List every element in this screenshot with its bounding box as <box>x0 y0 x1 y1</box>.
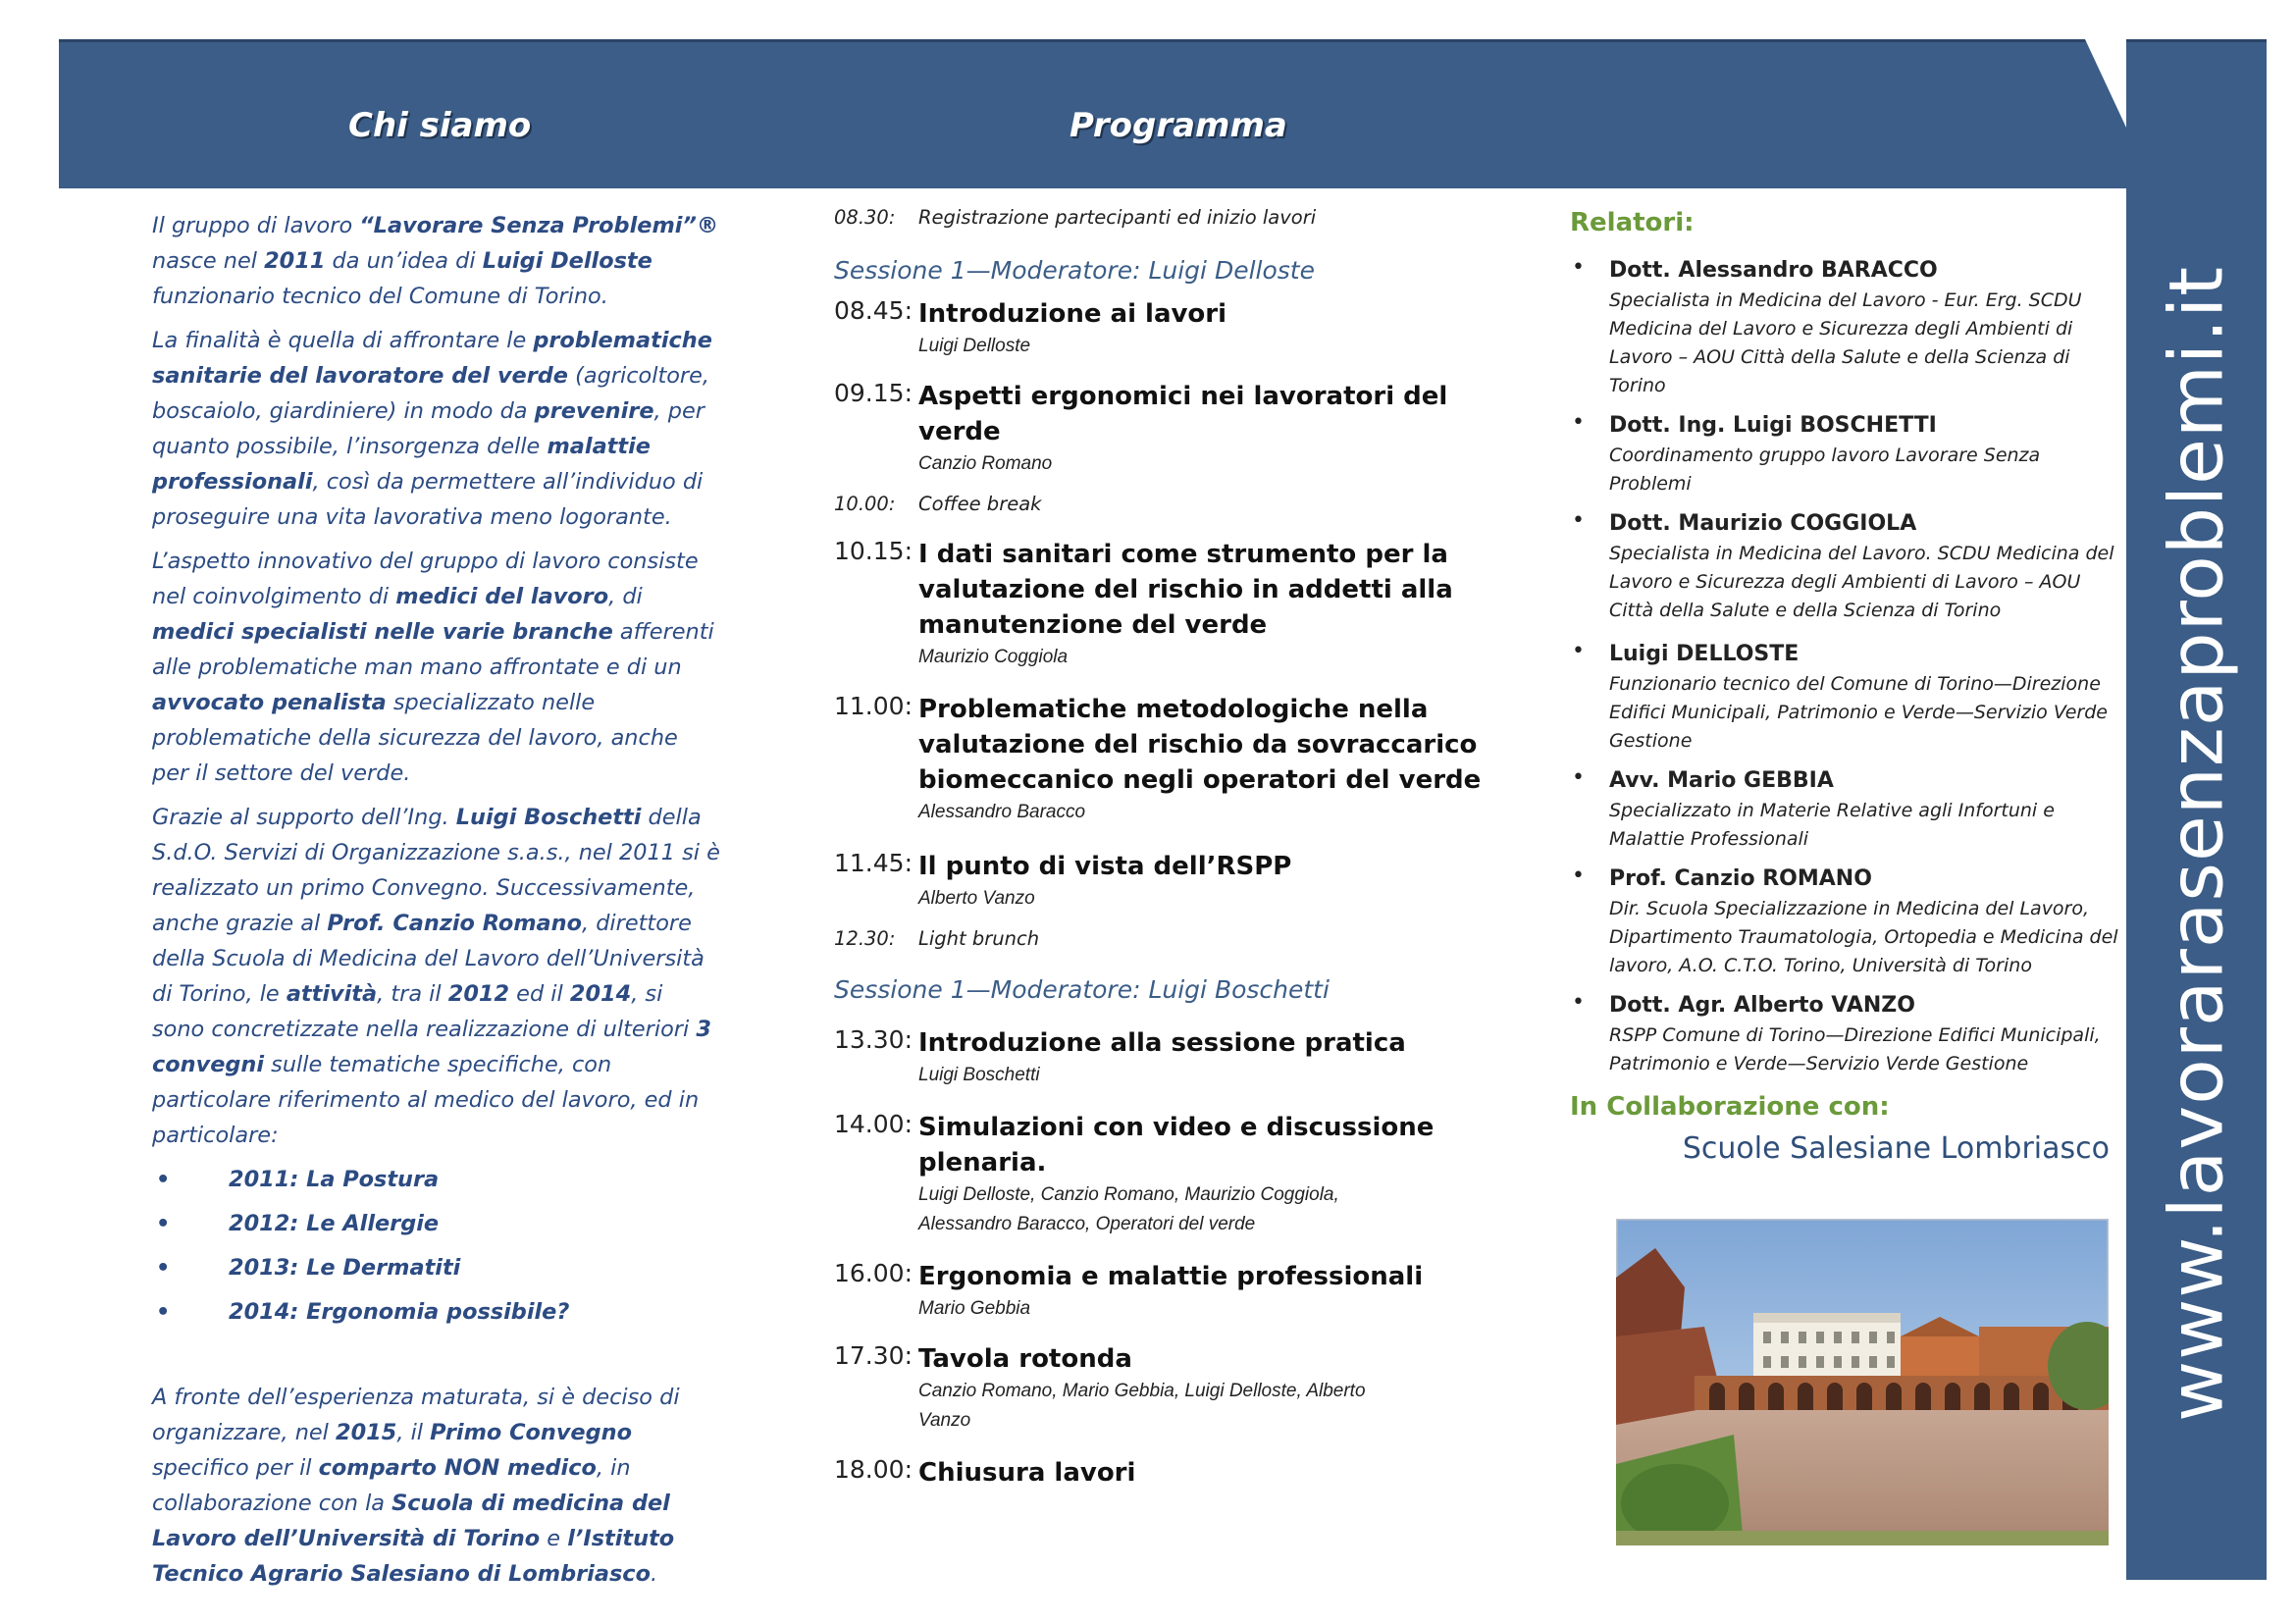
intro-paragraph <box>152 208 721 314</box>
emphasis-text: problematiche sanitarie del lavoratore del verde <box>152 328 712 389</box>
speaker-entry: • Avv. Mario GEBBIA Specializzato in Materie Relative agli Infortuni e Malattie Professionali <box>1570 765 2119 854</box>
emphasis-text: 3 convegni <box>152 1017 711 1077</box>
program-item: 17.30: Tavola rotonda <box>834 1341 1132 1374</box>
speaker-name: Alberto Vanzo <box>918 888 1035 909</box>
body-text: Grazie al supporto dell’Ing. <box>152 805 456 830</box>
conclusion-paragraph <box>152 1380 721 1592</box>
programma-column <box>834 206 1501 1491</box>
body-text: specializzato nelle problematiche della sicurezza del lavoro, anche per il settore del verde. <box>152 690 678 786</box>
body-text: , tra il <box>377 981 448 1007</box>
body-text: della S.d.O. Servizi di Organizzazione s.a.s., nel 2011 si è realizzato un primo Convegno. Successivamente, anche grazie al <box>152 805 720 936</box>
body-text: , in collaborazione con la <box>152 1455 631 1516</box>
body-text: , così da permettere all’individuo di proseguire una vita lavorativa meno logorante. <box>152 469 704 530</box>
body-text: Il gruppo di lavoro <box>152 213 360 238</box>
body-text: ed il <box>509 981 570 1007</box>
body-text: , di <box>608 584 643 609</box>
coffee-break-row: 10.00: Coffee break <box>834 493 1042 515</box>
emphasis-text: Prof. Canzio Romano <box>327 911 582 936</box>
speaker-entry: • Dott. Ing. Luigi BOSCHETTI Coordinamento gruppo lavoro Lavorare Senza Problemi <box>1570 410 2119 498</box>
body-text: , si sono concretizzate nella realizzazione di ulteriori <box>152 981 697 1042</box>
emphasis-text: medici del lavoro <box>395 584 609 609</box>
body-text: , direttore della Scuola di Medicina del Lavoro dell’Università di Torino, le <box>152 911 704 1007</box>
emphasis-text: medici specialisti nelle varie branche <box>152 619 613 645</box>
innovation-paragraph <box>152 544 721 791</box>
emphasis-text: 2011 <box>264 248 326 274</box>
speaker-entry: • Luigi DELLOSTE Funzionario tecnico del Comune di Torino—Direzione Edifici Municipali, Patrimonio e Verde—Servizio Verde Gestione <box>1570 639 2119 756</box>
chi-siamo-column <box>152 208 721 1600</box>
body-text: specifico per il <box>152 1455 319 1481</box>
emphasis-text: prevenire <box>534 398 654 424</box>
body-text: . <box>650 1561 658 1587</box>
body-text: sulle tematiche specifiche, con particolare riferimento al medico del lavoro, ed in particolare: <box>152 1052 700 1148</box>
website-url: www.lavorarasenzaproblemi.it <box>2152 265 2240 1423</box>
body-text: nasce nel <box>152 248 265 274</box>
body-text: , per quanto possibile, l’insorgenza delle <box>152 398 704 459</box>
school-photo <box>1616 1219 2109 1545</box>
body-text: La finalità è quella di affrontare le <box>152 328 534 353</box>
session-1-heading: Sessione 1—Moderatore: Luigi Delloste <box>834 256 1315 285</box>
session-2-heading: Sessione 1—Moderatore: Luigi Boschetti <box>834 975 1330 1004</box>
speaker-name: Luigi Boschetti <box>918 1065 1040 1085</box>
emphasis-text: avvocato penalista <box>152 690 387 715</box>
emphasis-text: l’Istituto Tecnico Agrario Salesiano di Lombriasco <box>152 1526 675 1587</box>
relatori-title: Relatori: <box>1570 208 1695 237</box>
registration-row: 08.30: Registrazione partecipanti ed inizio lavori <box>834 206 1317 229</box>
relatori-column <box>1570 208 2119 1166</box>
speaker-name: Luigi Delloste <box>918 336 1031 356</box>
emphasis-text: Primo Convegno <box>430 1420 632 1445</box>
goal-paragraph <box>152 323 721 535</box>
speaker-entry: • Prof. Canzio ROMANO Dir. Scuola Specializzazione in Medicina del Lavoro, Dipartimento Traumatologia, Ortopedia e Medicina del lavoro, A.O. C.T.O. Torino, Università di Torino <box>1570 864 2119 980</box>
list-item: • 2011: La Postura <box>152 1162 721 1206</box>
collaboration-name: Scuole Salesiane Lombriasco <box>1682 1131 2110 1166</box>
emphasis-text: attività <box>286 981 378 1007</box>
emphasis-text: malattie professionali <box>152 434 651 495</box>
program-item: 16.00: Ergonomia e malattie professionali <box>834 1259 1424 1291</box>
speaker-name: Canzio Romano, Mario Gebbia, Luigi Delloste, Alberto Vanzo <box>918 1381 1366 1431</box>
emphasis-text: Luigi Boschetti <box>455 805 642 830</box>
program-item: 10.15: I dati sanitari come strumento per la valutazione del rischio in addetti alla manutenzione del verde <box>834 537 1453 640</box>
program-item: 11.00: Problematiche metodologiche nella valutazione del rischio da sovraccarico biomeccanico negli operatori del verde <box>834 692 1482 795</box>
speaker-name: Maurizio Coggiola <box>918 647 1069 667</box>
body-text: afferenti alle problematiche man mano affrontate e di un <box>152 619 714 680</box>
chi-siamo-heading: Chi siamo <box>348 106 532 145</box>
emphasis-text: 2012 <box>447 981 510 1007</box>
body-text: , il <box>396 1420 431 1445</box>
body-text: da un’idea di <box>325 248 483 274</box>
brunch-row: 12.30: Light brunch <box>834 927 1040 950</box>
programma-heading: Programma <box>1070 106 1287 145</box>
body-text: funzionario tecnico del Comune di Torino. <box>152 284 608 309</box>
speaker-entry: • Dott. Alessandro BARACCO Specialista in Medicina del Lavoro - Eur. Erg. SCDU Medicina del Lavoro e Sicurezza degli Ambienti di Lavoro – AOU Città della Salute e della Scienza di Torino <box>1570 255 2119 400</box>
banner-fold <box>2085 39 2126 128</box>
body-text: (agricoltore, boscaiolo, giardiniere) in modo da <box>152 363 710 424</box>
history-paragraph <box>152 800 721 1153</box>
body-text: e <box>540 1526 568 1551</box>
program-item: 08.45: Introduzione ai lavori <box>834 296 1227 329</box>
emphasis-text: 2014 <box>569 981 632 1007</box>
program-item: 14.00: Simulazioni con video e discussione plenaria. <box>834 1110 1435 1178</box>
school-illustration <box>1616 1219 2109 1545</box>
body-text: A fronte dell’esperienza maturata, si è deciso di organizzare, nel <box>152 1385 680 1445</box>
program-item: 13.30: Introduzione alla sessione pratica <box>834 1025 1406 1058</box>
list-item: • 2014: Ergonomia possibile? <box>152 1294 721 1338</box>
list-item: • 2013: Le Dermatiti <box>152 1250 721 1294</box>
emphasis-text: Scuola di medicina del Lavoro dell’Università di Torino <box>152 1491 670 1551</box>
emphasis-text: Luigi Delloste <box>482 248 652 274</box>
speaker-name: Luigi Delloste, Canzio Romano, Maurizio Coggiola, Alessandro Baracco, Operatori del verde <box>918 1184 1339 1234</box>
program-item: 09.15: Aspetti ergonomici nei lavoratori del verde <box>834 379 1448 446</box>
program-item: 18.00: Chiusura lavori <box>834 1455 1136 1488</box>
emphasis-text: 2015 <box>336 1420 397 1445</box>
speaker-entry: • Dott. Agr. Alberto VANZO RSPP Comune di Torino—Direzione Edifici Municipali, Patrimonio e Verde—Servizio Verde Gestione <box>1570 990 2119 1078</box>
program-item: 11.45: Il punto di vista dell’RSPP <box>834 849 1292 881</box>
speaker-name: Alessandro Baracco <box>918 802 1086 822</box>
emphasis-text: comparto NON medico <box>318 1455 597 1481</box>
speaker-name: Mario Gebbia <box>918 1298 1031 1319</box>
speaker-name: Canzio Romano <box>918 453 1053 474</box>
speaker-entry: • Dott. Maurizio COGGIOLA Specialista in Medicina del Lavoro. SCDU Medicina del Lavoro e Sicurezza degli Ambienti di Lavoro – AOU Città della Salute e della Scienza di Torino <box>1570 508 2119 625</box>
collaboration-title: In Collaborazione con: <box>1570 1092 1890 1122</box>
body-text: L’aspetto innovativo del gruppo di lavoro consiste nel coinvolgimento di <box>152 549 699 609</box>
list-item: • 2012: Le Allergie <box>152 1206 721 1250</box>
emphasis-text: “Lavorare Senza Problemi”® <box>359 213 719 238</box>
conference-years-list <box>152 1162 721 1338</box>
